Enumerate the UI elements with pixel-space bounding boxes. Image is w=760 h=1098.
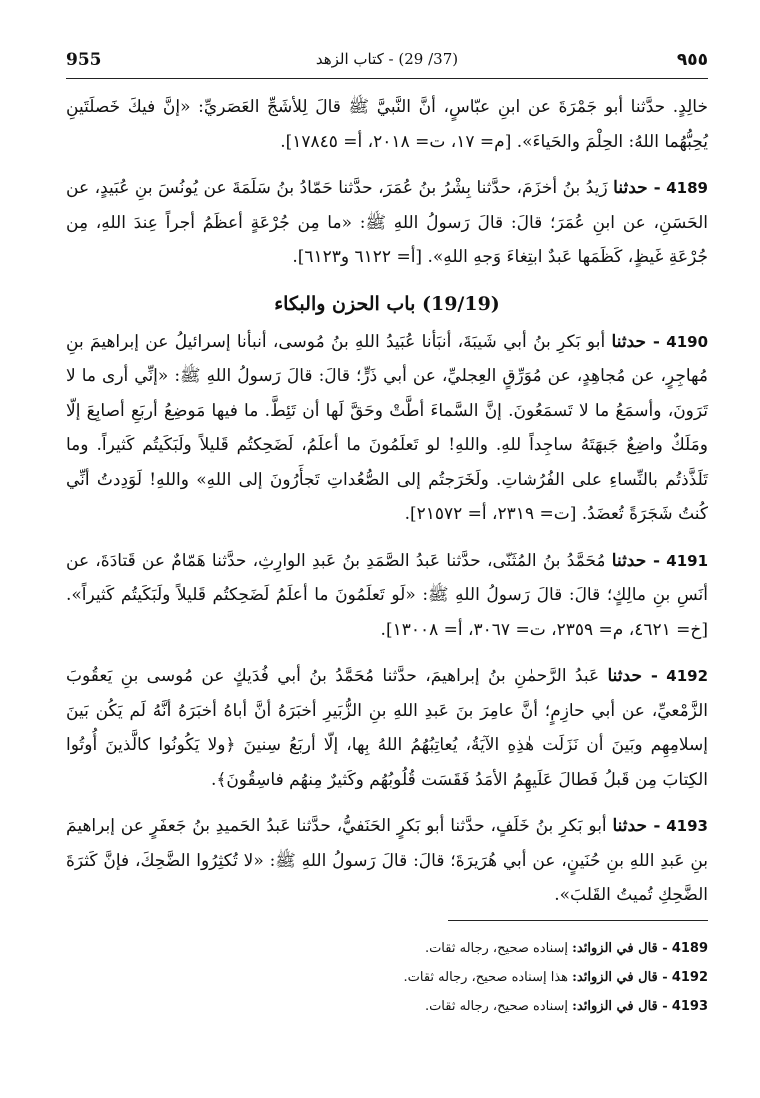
hadith-number: 4190 (666, 332, 709, 351)
hadith-lead: - حدثنا (613, 178, 661, 198)
footnote-4189 (66, 934, 708, 963)
footnotes (66, 934, 708, 1021)
hadith-4192 (66, 659, 708, 797)
chapter-heading: (19/19) باب الحزن والبكاء (274, 292, 500, 315)
footnote-lead: - قال في الزوائد: (572, 999, 668, 1014)
hadith-4190 (66, 325, 708, 532)
hadith-lead: - حدثنا (612, 816, 661, 836)
footnote-4193 (66, 992, 708, 1021)
hadith-lead: - حدثنا (607, 666, 658, 686)
hadith-lead: - حدثنا (611, 331, 660, 352)
hadith-number: 4193 (666, 817, 708, 835)
footnote-text: إسناده صحيح، رجاله ثقات. (424, 999, 568, 1014)
hadith-text: زَيدُ بنُ أخزَمَ، حدَّثنا بِشْرُ بنُ عُمَرَ، حدَّثنا حَمّادُ بنُ سَلَمَةَ عن يُونُسَ بنِ عُبَيدٍ، عن الحَسَنِ، عن ابنِ عُمَرَ؛ قالَ: قالَ رَسولُ اللهِ ﷺ: «ما مِن جُرْعَةٍ أعظَمُ أجراً عِندَ اللهِ، مِن جُرْعَةِ غَيظٍ، كَظَمَها عَبدٌ ابتِغاءَ وَجهِ اللهِ». [أ= ٦١٢٢ و٦١٢٣]. (66, 178, 708, 267)
footnote-lead: - قال في الزوائد: (572, 941, 668, 956)
hadith-4191 (66, 544, 708, 648)
hadith-text: عَبدُ الرَّحمٰنِ بنُ إبراهيمَ، حدَّثنا مُحَمَّدُ بنُ أبي فُدَيكٍ عن مُوسى بنِ يَعقُوبَ الزَّمْعيِّ، عن أبي حازِمٍ؛ أنَّ عامِرَ بنَ عَبدِ اللهِ بنِ الزُّبَيرِ أخبَرَهُ أنَّ أباهُ أخبَرَهُ أنَّهُ لَم يَكُن بَينَ إسلامِهِم وبَينَ أن نَزَلَت هٰذِهِ الآيَةُ، يُعاتِبُهُمُ اللهُ بِها، إلّا أربَعُ سِنينَ ﴿ولا يَكُونُوا كالَّذينَ أُوتُوا الكِتابَ مِن قَبلُ فَطالَ عَلَيهِمُ الأمَدُ فَقَسَت قُلُوبُهُم وكَثيرٌ مِنهُم فاسِقُونَ﴾. (66, 666, 708, 790)
page-number-latin: 955 (66, 50, 102, 70)
hadith-4193 (66, 809, 708, 913)
hadith-number: 4189 (666, 179, 708, 197)
footnote-rule (448, 920, 708, 921)
header-rule (66, 78, 708, 79)
hadith-text: أبو بَكرِ بنُ أبي شَيبَةَ، أنبَأنا عُبَيدُ اللهِ بنُ مُوسى، أنبأنا إسرائيلُ عن إبراهيمَ بنِ مُهاجِرٍ، عن مُجاهِدٍ، عن مُوَرِّقٍ العِجليِّ، عن أبي ذَرٍّ؛ قالَ: قالَ رَسولُ اللهِ ﷺ: «إنِّي أرى ما لا تَرَونَ، وأسمَعُ ما لا تَسمَعُونَ. إنَّ السَّماءَ أطَّتْ وحَقَّ لَها أن تَئِطَّ. ما فيها مَوضِعُ أربَعِ أصابِعَ إلّا ومَلَكٌ واضِعٌ جَبهَتَهُ ساجِداً للهِ. واللهِ! لو تَعلَمُونَ ما أعلَمُ، لَضَحِكتُم قَليلاً ولَبَكَيتُم كَثيراً. وما تَلَذَّذتُم بالنِّساءِ على الفُرُشاتِ. ولَخَرَجتُم إلى الصُّعُداتِ تَجأَرُونَ إلى اللهِ» واللهِ! لَوَدِدتُ أنِّي كُنتُ شَجَرَةً تُعضَدُ. [ت= ٢٣١٩، أ= ٢١٥٧٢]. (66, 331, 708, 524)
hadith-number: 4192 (666, 667, 709, 685)
footnote-number: 4189 (671, 941, 708, 956)
page-number-arabic: ٩٥٥ (676, 50, 708, 70)
main-text (66, 90, 708, 925)
hadith-4189 (66, 171, 708, 275)
footnote-4192 (66, 963, 708, 992)
running-title: (37/ 29) - كتاب الزهد (315, 50, 459, 68)
hadith-text: مُحَمَّدُ بنُ المُثَنّى، حدَّثنا عَبدُ الصَّمَدِ بنُ عَبدِ الوارِثِ، حدَّثنا هَمّامٌ عن قَتادَةَ، عن أنَسِ بنِ مالِكٍ؛ قالَ: قالَ رَسولُ اللهِ ﷺ: «لَو تَعلَمُونَ ما أعلَمُ لَضَحِكتُم قَليلاً ولَبَكَيتُم كَثيراً». [خ= ٤٦٢١، م= ٢٣٥٩، ت= ٣٠٦٧، أ= ١٣٠٠٨]. (66, 550, 708, 640)
continued-hadith: خالِدٍ. حدَّثنا أبو جَمْرَةَ عن ابنِ عبّاسٍ، أنَّ النَّبيَّ ﷺ قالَ لِلأشَجِّ العَصَريِّ: «إنَّ فيكَ خَصلَتَينِ يُحِبُّهُما اللهُ: الحِلْمَ والحَياءَ». [م= ١٧، ت= ٢٠١٨، أ= ١٧٨٤٥]. (66, 97, 708, 152)
footnote-number: 4192 (671, 970, 708, 985)
hadith-text: أبو بَكرِ بنُ خَلَفٍ، حدَّثنا أبو بَكرٍ الحَنَفيُّ، حدَّثنا عَبدُ الحَميدِ بنُ جَعفَرٍ عن إبراهيمَ بنِ عَبدِ اللهِ بنِ حُنَينٍ، عن أبي هُرَيرَةَ؛ قالَ: قالَ رَسولُ اللهِ ﷺ: «لا تُكثِرُوا الضَّحِكَ، فإنَّ كَثرَةَ الضَّحِكِ تُميتُ القَلبَ». (66, 816, 708, 905)
footnote-text: هذا إسناده صحيح، رجاله ثقات. (403, 970, 568, 985)
hadith-number: 4191 (666, 551, 709, 570)
footnote-text: إسناده صحيح، رجاله ثقات. (424, 941, 568, 956)
hadith-lead: - حدثنا (611, 550, 661, 571)
page-header (66, 44, 708, 76)
footnote-number: 4193 (671, 999, 708, 1014)
footnote-lead: - قال في الزوائد: (572, 970, 668, 985)
